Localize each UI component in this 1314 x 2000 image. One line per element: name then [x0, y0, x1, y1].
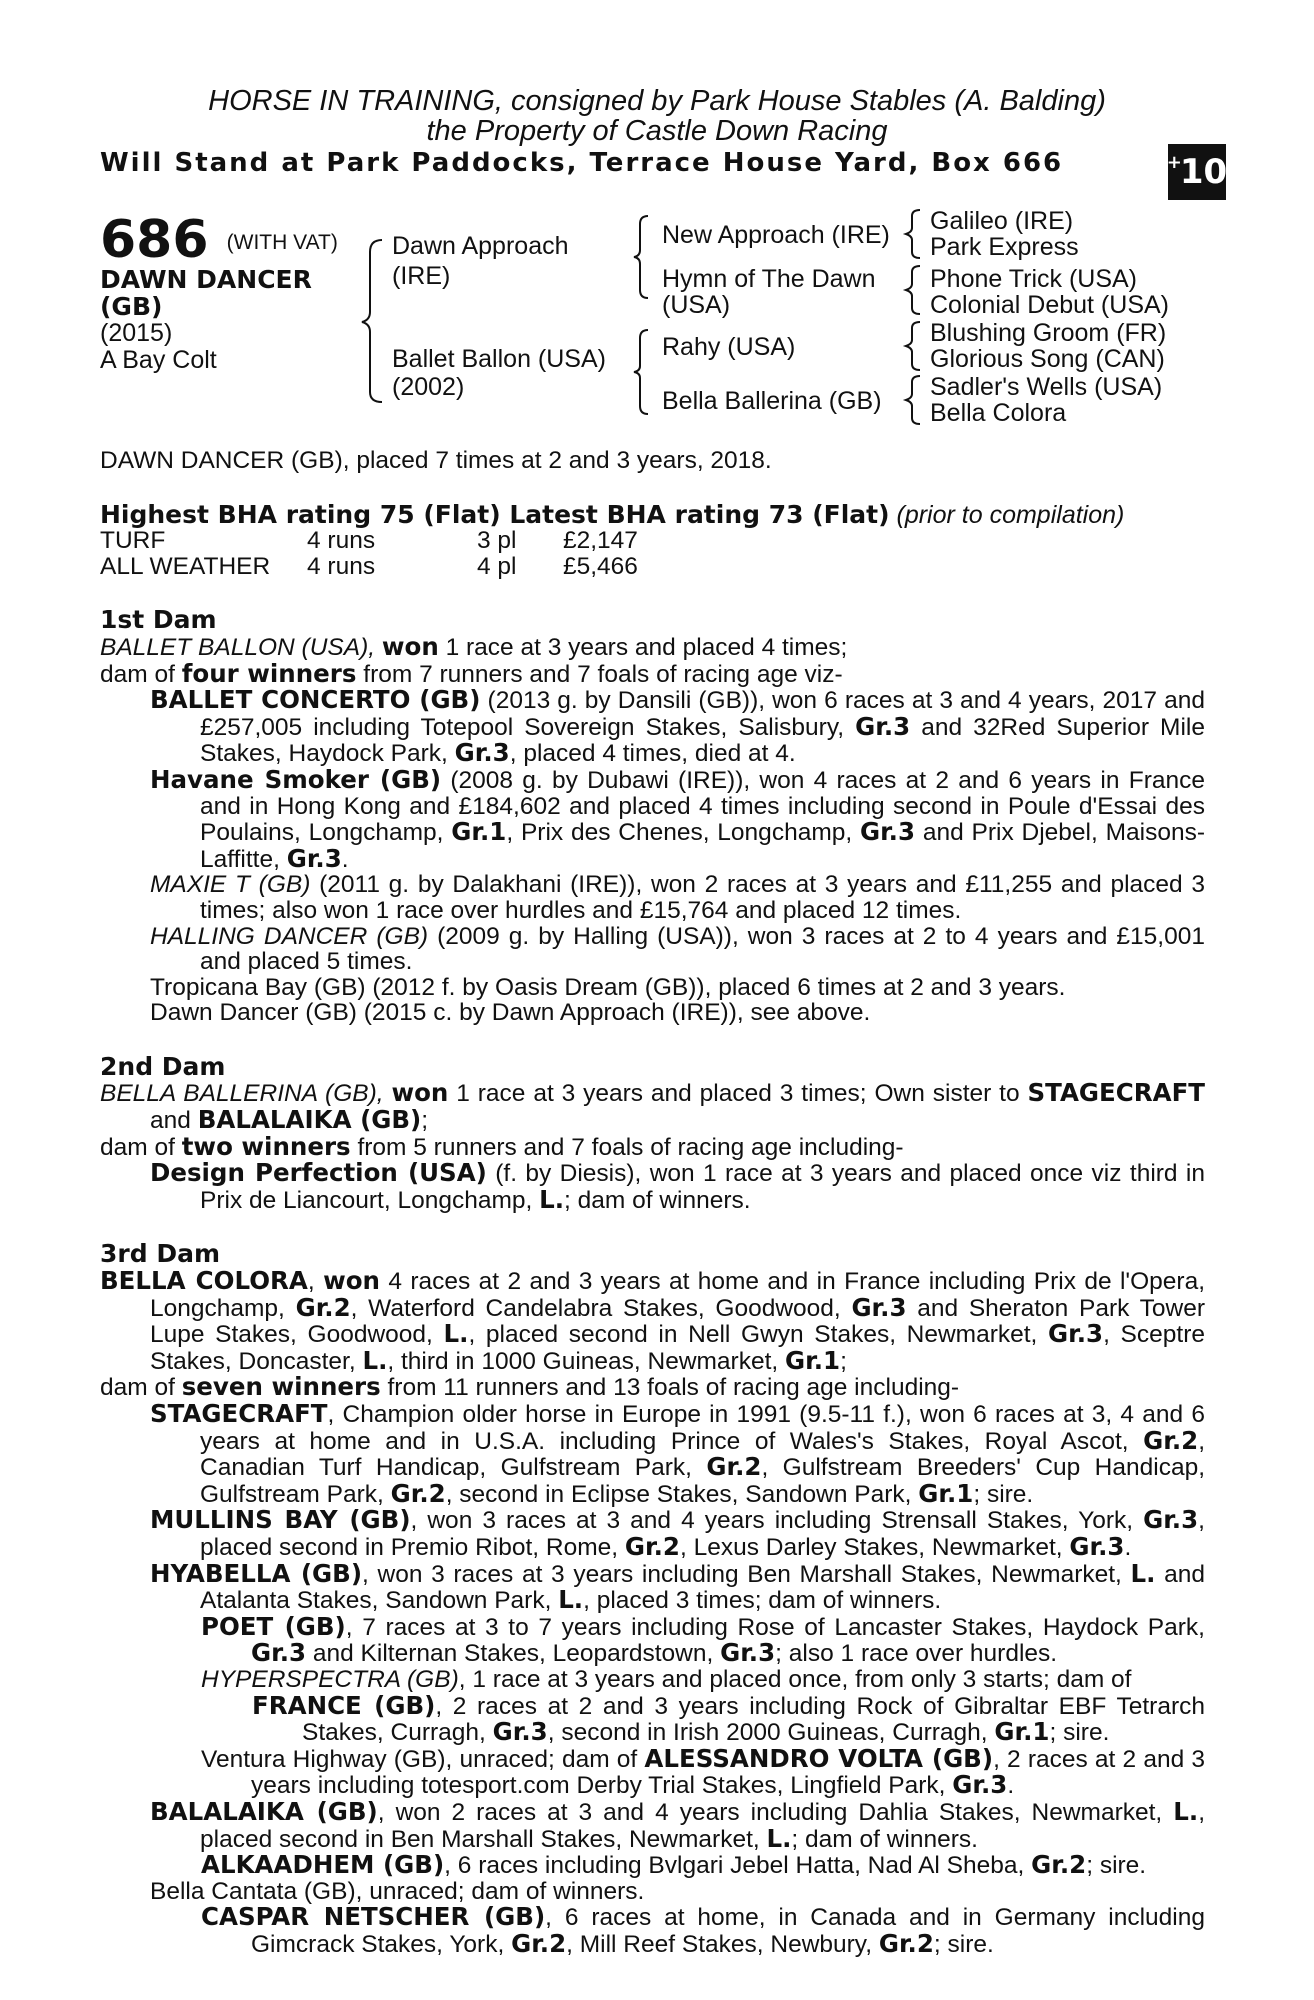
pedigree-brace-ds	[902, 318, 926, 374]
stat-surface: TURF	[100, 527, 166, 555]
sire-dam-country: (USA)	[662, 291, 731, 319]
horse-country: (GB)	[100, 292, 163, 321]
produce-name: Design Perfection (USA)	[150, 1158, 487, 1188]
gen3-sds: Phone Trick (USA)	[930, 265, 1138, 293]
dam-year: (2002)	[392, 373, 465, 401]
pedigree-brace-dam	[630, 326, 654, 418]
produce-name: ALESSANDRO VOLTA (GB)	[644, 1743, 994, 1773]
grade: Gr.1	[785, 1345, 841, 1375]
grandproduce-entry	[100, 1611, 1205, 1668]
vat-label: (WITH VAT)	[226, 231, 338, 254]
text: (f. by Diesis), won 1 race at 3 years and placed once viz third in Prix de Liancourt, Longchamp,	[200, 1160, 1205, 1214]
stat-placed: 4 pl	[477, 552, 517, 580]
text: (2011 g. by Dalakhani (IRE)), won 2 races at 3 years and £11,255 and placed 3 times; also won 1 race over hurdles and £15,764 and placed 12 times.	[200, 871, 1205, 924]
text: , Canadian Turf Handicap, Gulfstream Park,	[200, 1427, 1205, 1482]
produce-entry: Bella Cantata (GB), unraced; dam of winners.	[150, 1877, 645, 1905]
second-dam-heading-text: 2nd Dam	[100, 1051, 226, 1081]
stat-surface: ALL WEATHER	[100, 552, 271, 580]
grade: Gr.3	[286, 843, 342, 873]
second-dam-heading	[100, 1051, 1205, 1081]
produce-entry	[100, 687, 1205, 767]
text: and Kilternan Stakes, Leopardstown,	[312, 1640, 714, 1668]
pedigree-brace-sire	[630, 212, 654, 302]
grade: Gr.3	[1069, 1531, 1125, 1561]
winners-count: four winners	[181, 658, 357, 688]
text: and Sheraton Park Tower Lupe Stakes, Goodwood,	[150, 1294, 1206, 1349]
text: dam of	[100, 1133, 175, 1161]
text: dam of	[100, 660, 175, 688]
text: 1 race at 3 years and placed 3 times; Own sister to	[456, 1080, 1020, 1108]
produce-name: MULLINS BAY (GB)	[150, 1505, 411, 1535]
badge-plus: +	[1166, 151, 1182, 173]
text: ; sire.	[933, 1930, 994, 1958]
property-line: the Property of Castle Down Racing	[426, 115, 888, 147]
text: , Lexus Darley Stakes, Newmarket,	[679, 1533, 1063, 1561]
sire-dam: Hymn of The Dawn	[662, 265, 876, 293]
grade: Gr.2	[1143, 1425, 1199, 1455]
text: .	[1124, 1533, 1132, 1561]
sire-name: Dawn Approach	[392, 232, 569, 260]
grade: Gr.3	[855, 711, 911, 741]
rating-values: Highest BHA rating 75 (Flat) Latest BHA rating 73 (Flat)	[100, 499, 890, 529]
grade: Gr.3	[492, 1717, 548, 1747]
second-dam-record	[100, 1080, 1205, 1133]
produce-entry	[100, 1507, 1205, 1560]
gen3-sss: Galileo (IRE)	[930, 207, 1074, 235]
produce-name: ALKAADHEM (GB)	[201, 1850, 445, 1880]
grade: L.	[1173, 1796, 1199, 1826]
stat-amount: £5,466	[563, 552, 638, 580]
grandproduce-entry	[100, 1743, 1205, 1800]
text: , won 3 races at 3 years including Ben Marshall Stakes, Newmarket,	[362, 1560, 1122, 1588]
grade: Gr.1	[918, 1478, 974, 1508]
lot-number-block	[100, 210, 338, 270]
produce-name: POET (GB)	[201, 1611, 346, 1641]
dam-name: Ballet Ballon (USA)	[392, 345, 606, 373]
grade: L.	[443, 1319, 469, 1349]
grade: Gr.2	[1031, 1850, 1087, 1880]
grade: L.	[558, 1585, 584, 1615]
text: , Mill Reef Stakes, Newbury,	[566, 1930, 873, 1958]
horse-description: A Bay Colt	[100, 346, 217, 374]
text: , Gulfstream Breeders' Cup Handicap, Gulfstream Park,	[200, 1454, 1205, 1508]
grade: Gr.3	[952, 1770, 1008, 1800]
text: (2009 g. by Halling (USA)), won 3 races at 2 to 4 years and £15,001 and placed 5 times.	[200, 922, 1205, 976]
produce-name: FRANCE (GB)	[252, 1690, 436, 1720]
first-dam-heading-text: 1st Dam	[100, 605, 217, 635]
grade: Gr.2	[511, 1928, 567, 1958]
text: , 6 races at home, in Canada and in Germany including Gimcrack Stakes, York,	[251, 1904, 1206, 1958]
sire-sire: New Approach (IRE)	[662, 221, 890, 249]
stat-placed: 3 pl	[477, 527, 517, 555]
pedigree-brace-main	[360, 236, 390, 406]
lot-number: 686	[100, 210, 209, 270]
text: , placed second in Premio Ribot, Rome,	[200, 1507, 1205, 1561]
text: , Waterford Candelabra Stakes, Goodwood,	[350, 1294, 841, 1322]
produce-name: Havane Smoker (GB)	[150, 764, 442, 794]
pedigree-brace-ss	[902, 206, 926, 262]
produce-name: BALLET CONCERTO (GB)	[150, 685, 481, 715]
stat-amount: £2,147	[563, 527, 638, 555]
sibling-name: BALALAIKA (GB)	[197, 1105, 422, 1135]
dam-name: BELLA BALLERINA (GB),	[100, 1080, 384, 1108]
gen3-dss: Blushing Groom (FR)	[930, 319, 1167, 347]
produce-entry	[100, 872, 1205, 923]
text: , 2 races at 2 and 3 years including totesport.com Derby Trial Stakes, Lingfield Park,	[251, 1745, 1205, 1800]
location-line: Will Stand at Park Paddocks, Terrace House Yard, Box 666	[100, 148, 1064, 178]
badge-number: 10	[1179, 152, 1228, 192]
gen3-ssd: Park Express	[930, 233, 1079, 261]
grade: Gr.2	[624, 1531, 680, 1561]
third-dam-heading	[100, 1241, 1205, 1268]
won-label: won	[391, 1078, 449, 1108]
gen3-sdd: Colonial Debut (USA)	[930, 291, 1169, 319]
text: , won 2 races at 3 and 4 years including Dahlia Stakes, Newmarket,	[377, 1798, 1163, 1826]
produce-name: HYPERSPECTRA (GB)	[201, 1665, 459, 1693]
text: ; sire.	[1086, 1852, 1147, 1880]
produce-name: CASPAR NETSCHER (GB)	[201, 1902, 546, 1932]
dam-record-text: 1 race at 3 years and placed 4 times;	[445, 633, 848, 661]
produce-name: HALLING DANCER (GB)	[150, 922, 429, 950]
lot-badge	[1168, 144, 1226, 200]
text: 4 races at 2 and 3 years at home and in France including Prix de l'Opera, Longchamp,	[150, 1268, 1205, 1322]
grade: Gr.2	[295, 1292, 351, 1322]
grade: Gr.3	[859, 817, 916, 847]
text: ; sire.	[973, 1480, 1034, 1508]
first-dam-heading	[100, 607, 1205, 634]
pedigree-brace-sd	[902, 262, 926, 318]
text: and Atalanta Stakes, Sandown Park,	[200, 1560, 1206, 1615]
grade: L.	[766, 1823, 792, 1853]
text: from 7 runners and 7 foals of racing age viz-	[363, 660, 843, 688]
text: and	[150, 1107, 191, 1135]
text: .	[1007, 1772, 1015, 1800]
stat-row-turf	[100, 528, 1205, 554]
pedigree-brace-dd	[902, 372, 926, 428]
won-label: won	[323, 1266, 380, 1296]
text: ; dam of winners.	[791, 1825, 978, 1853]
grade: Gr.3	[454, 738, 510, 768]
stat-row-all-weather	[100, 554, 1205, 580]
performance-summary: DAWN DANCER (GB), placed 7 times at 2 and 3 years, 2018.	[100, 447, 772, 474]
third-dam-record	[100, 1268, 1205, 1374]
grandproduce-entry	[100, 1667, 1205, 1693]
sire-country: (IRE)	[392, 262, 451, 290]
text: , placed second in Ben Marshall Stakes, Newmarket,	[200, 1798, 1205, 1853]
text: and 32Red Superior Mile Stakes, Haydock Park,	[200, 713, 1205, 768]
text: , Sceptre Stakes, Doncaster,	[150, 1321, 1205, 1375]
produce-name: STAGECRAFT	[150, 1399, 328, 1428]
grade: Gr.3	[720, 1638, 776, 1668]
text: ; sire.	[1049, 1719, 1110, 1747]
text: (2013 g. by Dansili (GB)), won 6 races at 3 and 4 years, 2017 and £257,005 including Totepool Sovereign Stakes, Salisbury,	[200, 687, 1205, 741]
gen3-dds: Sadler's Wells (USA)	[930, 373, 1163, 401]
text: , Prix des Chenes, Longchamp,	[506, 819, 853, 847]
gen3-ddd: Bella Colora	[930, 399, 1067, 427]
text: , third in 1000 Guineas, Newmarket,	[387, 1347, 779, 1375]
produce-name: HYABELLA (GB)	[150, 1558, 363, 1588]
first-dam-produce-summary	[100, 658, 1205, 688]
winners-count: seven winners	[181, 1372, 381, 1402]
grandproduce-entry	[100, 1852, 1205, 1879]
grade: Gr.1	[994, 1717, 1050, 1747]
produce-entry	[100, 1160, 1205, 1213]
text: , Champion older horse in Europe in 1991 (9.5-11 f.), won 6 races at 3, 4 and 6 years at home and in U.S.A. including Prince of Wales's Stakes, Royal Ascot,	[200, 1401, 1205, 1455]
text: , placed second in Nell Gwyn Stakes, Newmarket,	[468, 1321, 1038, 1349]
text: , 6 races including Bvlgari Jebel Hatta, Nad Al Sheba,	[444, 1852, 1025, 1880]
winners-count: two winners	[181, 1131, 351, 1161]
rating-line	[100, 499, 1205, 529]
text: , placed 3 times; dam of winners.	[583, 1587, 942, 1615]
text: , 7 races at 3 to 7 years including Rose of Lancaster Stakes, Haydock Park,	[345, 1613, 1205, 1641]
text: ;	[840, 1347, 847, 1375]
produce-name: MAXIE T (GB)	[150, 871, 311, 899]
rating-note: (prior to compilation)	[896, 500, 1125, 529]
produce-entry	[100, 1401, 1205, 1507]
dam-name: BALLET BALLON (USA),	[100, 633, 376, 661]
text: ; dam of winners.	[564, 1186, 751, 1214]
grade: L.	[1130, 1558, 1156, 1588]
third-dam-produce-summary	[100, 1374, 1205, 1401]
text: ,	[307, 1268, 315, 1296]
foaling-year: (2015)	[100, 319, 173, 347]
dam-sire: Rahy (USA)	[662, 333, 796, 361]
grade: L.	[539, 1184, 565, 1214]
text: and Prix Djebel, Maisons-Laffitte,	[200, 819, 1205, 873]
grade: Gr.3	[1048, 1319, 1104, 1349]
produce-entry	[100, 1558, 1206, 1615]
consignor-line: HORSE IN TRAINING, consigned by Park House Stables (A. Balding)	[208, 85, 1106, 117]
dam-dam: Bella Ballerina (GB)	[662, 387, 882, 415]
produce-entry	[100, 924, 1205, 975]
text: ;	[421, 1107, 429, 1135]
text: , second in Eclipse Stakes, Sandown Park,	[445, 1480, 912, 1508]
second-dam-produce-summary	[100, 1131, 1205, 1161]
text: , 2 races at 2 and 3 years including Rock of Gibraltar EBF Tetrarch Stakes, Curragh,	[302, 1692, 1205, 1747]
text: from 5 runners and 7 foals of racing age including-	[357, 1133, 904, 1161]
first-dam-record	[100, 631, 1205, 661]
dam-name: BELLA COLORA	[100, 1266, 308, 1296]
grandproduce-entry	[100, 1904, 1205, 1957]
text: from 11 runners and 13 foals of racing age including-	[387, 1374, 960, 1402]
produce-entry: Dawn Dancer (GB) (2015 c. by Dawn Approach (IRE)), see above.	[150, 999, 871, 1027]
grade: Gr.3	[1143, 1505, 1199, 1535]
text: Ventura Highway (GB), unraced; dam of	[201, 1745, 638, 1773]
won-label: won	[381, 631, 439, 661]
grade: Gr.1	[451, 817, 507, 847]
text: , second in Irish 2000 Guineas, Curragh,	[547, 1719, 988, 1747]
text: , 1 race at 3 years and placed once, from only 3 starts; dam of	[458, 1665, 1132, 1693]
text: ; also 1 race over hurdles.	[775, 1640, 1058, 1668]
text: .	[341, 845, 349, 873]
grade: Gr.3	[251, 1638, 307, 1668]
stat-runs: 4 runs	[307, 552, 376, 580]
sibling-name: STAGECRAFT	[1027, 1078, 1206, 1108]
grade: Gr.2	[878, 1928, 934, 1958]
produce-name: BALALAIKA (GB)	[150, 1796, 378, 1826]
grade: Gr.2	[706, 1452, 762, 1482]
grade: Gr.2	[390, 1478, 446, 1508]
text: dam of	[100, 1374, 175, 1402]
grade: Gr.3	[851, 1292, 907, 1322]
text: , placed 4 times, died at 4.	[509, 740, 796, 768]
produce-entry: Tropicana Bay (GB) (2012 f. by Oasis Dream (GB)), placed 6 times at 2 and 3 years.	[150, 973, 1066, 1001]
text: (2008 g. by Dubawi (IRE)), won 4 races at 2 and 6 years in France and in Hong Kong and £184,602 and placed 4 times including second in Poule d'Essai des Poulains, Longchamp,	[200, 766, 1205, 847]
produce-entry	[100, 1796, 1205, 1853]
horse-name: DAWN DANCER	[100, 265, 312, 294]
text: , won 3 races at 3 and 4 years including Strensall Stakes, York,	[410, 1507, 1134, 1535]
produce-entry	[100, 764, 1205, 873]
grade: L.	[362, 1345, 388, 1375]
great-grandproduce-entry	[100, 1690, 1205, 1747]
catalogue-body	[100, 448, 1205, 1957]
gen3-dsd: Glorious Song (CAN)	[930, 345, 1165, 373]
stat-runs: 4 runs	[307, 527, 376, 555]
third-dam-heading-text: 3rd Dam	[100, 1239, 220, 1269]
